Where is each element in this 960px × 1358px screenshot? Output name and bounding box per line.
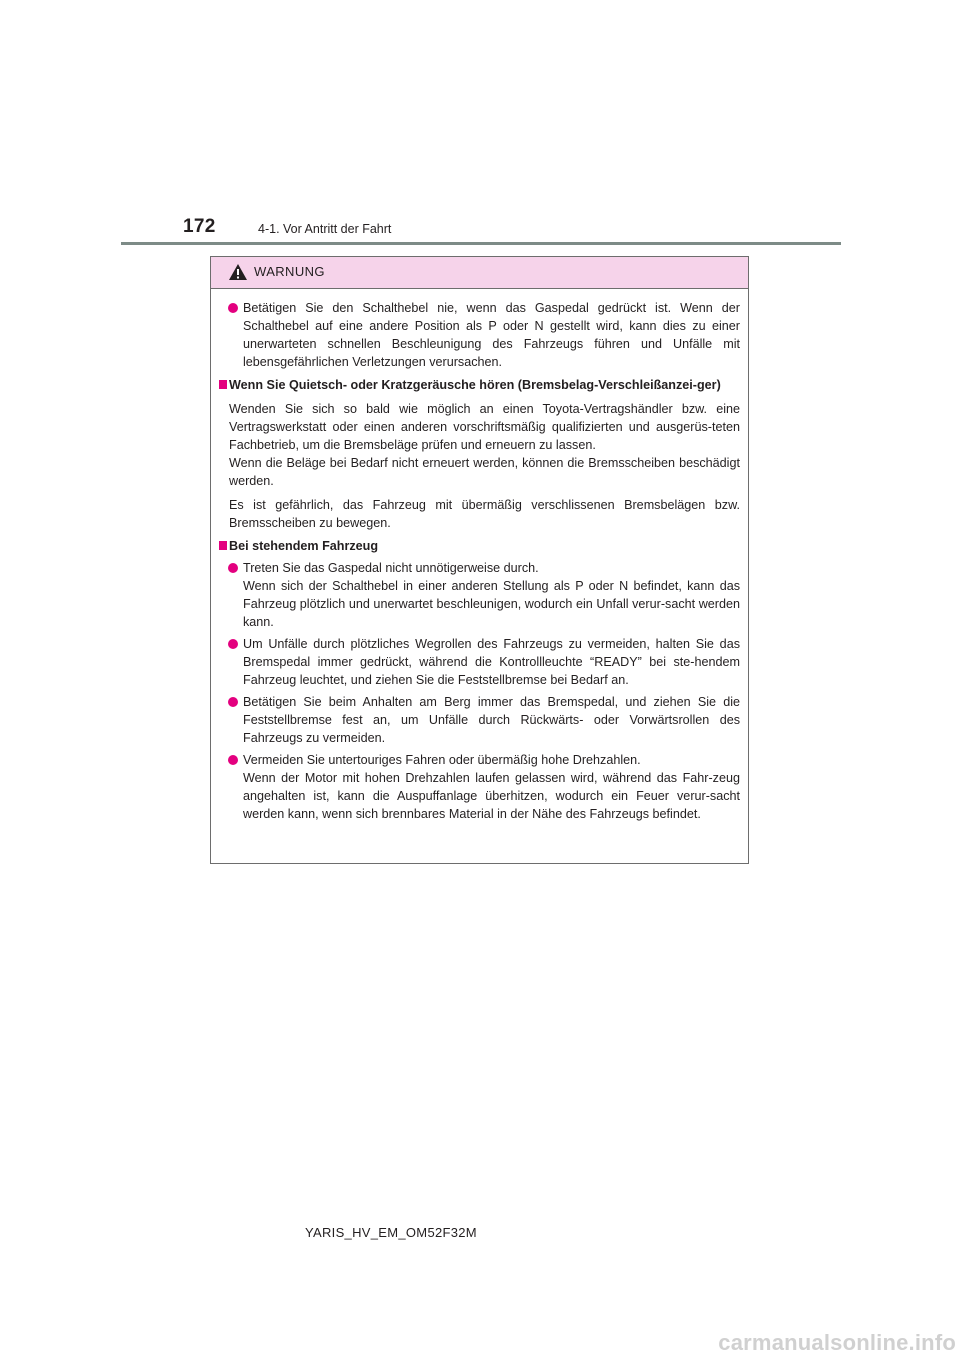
paragraph-text: Wenn die Beläge bei Bedarf nicht erneuert werden, können die Bremsscheiben beschädigt werden.: [229, 456, 740, 488]
warning-bullet-item: [219, 693, 740, 747]
bullet-square-icon: [219, 541, 227, 550]
bullet-circle-icon: [228, 639, 238, 649]
warning-title: WARNUNG: [254, 264, 325, 279]
section-heading: [219, 376, 740, 394]
section-heading-text: Wenn Sie Quietsch- oder Kratzgeräusche hören (Bremsbelag-Verschleißanzei-ger): [229, 378, 721, 392]
document-code: YARIS_HV_EM_OM52F32M: [305, 1225, 477, 1240]
paragraph: [219, 496, 740, 532]
warning-bullet-item: [219, 751, 740, 823]
paragraph-text: Wenden Sie sich so bald wie möglich an einen Toyota-Vertragshändler bzw. eine Vertragswerkstatt oder einen anderen vorschriftsmäßig qualifizierten und ausgerüs-teten Fachbetrieb, um die Bremsbeläge prüfen und erneuern zu lassen.: [229, 402, 740, 452]
bullet-text: Betätigen Sie den Schalthebel nie, wenn das Gaspedal gedrückt ist. Wenn der Schalthebel auf eine andere Position als P oder N gestellt wird, kann dies zu einer unerwarteten schnellen Beschleunigung des Fahrzeugs führen und Unfälle mit lebensgefährlichen Verletzungen verursachen.: [243, 301, 740, 369]
warning-box: [210, 256, 749, 864]
bullet-circle-icon: [228, 755, 238, 765]
section-heading-text: Bei stehendem Fahrzeug: [229, 539, 379, 553]
section-title: 4-1. Vor Antritt der Fahrt: [258, 222, 392, 236]
bullet-text: Betätigen Sie beim Anhalten am Berg immer das Bremspedal, und ziehen Sie die Feststellbremse fest an, um Unfälle durch Rückwärts- oder Vorwärtsrollen des Fahrzeugs zu vermeiden.: [243, 695, 740, 745]
bullet-text: Wenn der Motor mit hohen Drehzahlen laufen gelassen wird, während das Fahr-zeug angehalten ist, kann die Auspuffanlage überhitzen, wodurch ein Feuer verur-sacht werden kann, wenn sich brennbares Material in der Nähe des Fahrzeugs befindet.: [243, 771, 740, 821]
warning-bullet-item: [219, 559, 740, 631]
bullet-text: Wenn sich der Schalthebel in einer anderen Stellung als P oder N befindet, kann das Fahrzeug plötzlich und unerwartet beschleunigen, wodurch ein Unfall verur-sacht werden kann.: [243, 579, 740, 629]
bullet-text: Vermeiden Sie untertouriges Fahren oder übermäßig hohe Drehzahlen.: [243, 753, 641, 767]
bullet-text: Um Unfälle durch plötzliches Wegrollen des Fahrzeugs zu vermeiden, halten Sie das Bremspedal immer gedrückt, während die Kontrollleuchte “READY” bei ste-hendem Fahrzeug leuchtet, und ziehen Sie die Feststellbremse bei Bedarf an.: [243, 637, 740, 687]
bullet-circle-icon: [228, 303, 238, 313]
watermark: carmanualsonline.info: [718, 1330, 956, 1355]
warning-triangle-icon: [228, 263, 248, 281]
page-number: 172: [183, 216, 216, 237]
bullet-text: Treten Sie das Gaspedal nicht unnötigerweise durch.: [243, 561, 539, 575]
section-heading: [219, 537, 740, 555]
warning-body: [211, 289, 748, 823]
paragraph-text: Es ist gefährlich, das Fahrzeug mit übermäßig verschlissenen Bremsbelägen bzw. Bremsscheiben zu bewegen.: [229, 498, 740, 530]
bullet-circle-icon: [228, 697, 238, 707]
warning-header: [211, 257, 748, 289]
bullet-circle-icon: [228, 563, 238, 573]
warning-bullet-item: [219, 299, 740, 371]
bullet-square-icon: [219, 380, 227, 389]
warning-bullet-item: [219, 635, 740, 689]
paragraph: [219, 400, 740, 490]
header-divider: [121, 242, 841, 245]
